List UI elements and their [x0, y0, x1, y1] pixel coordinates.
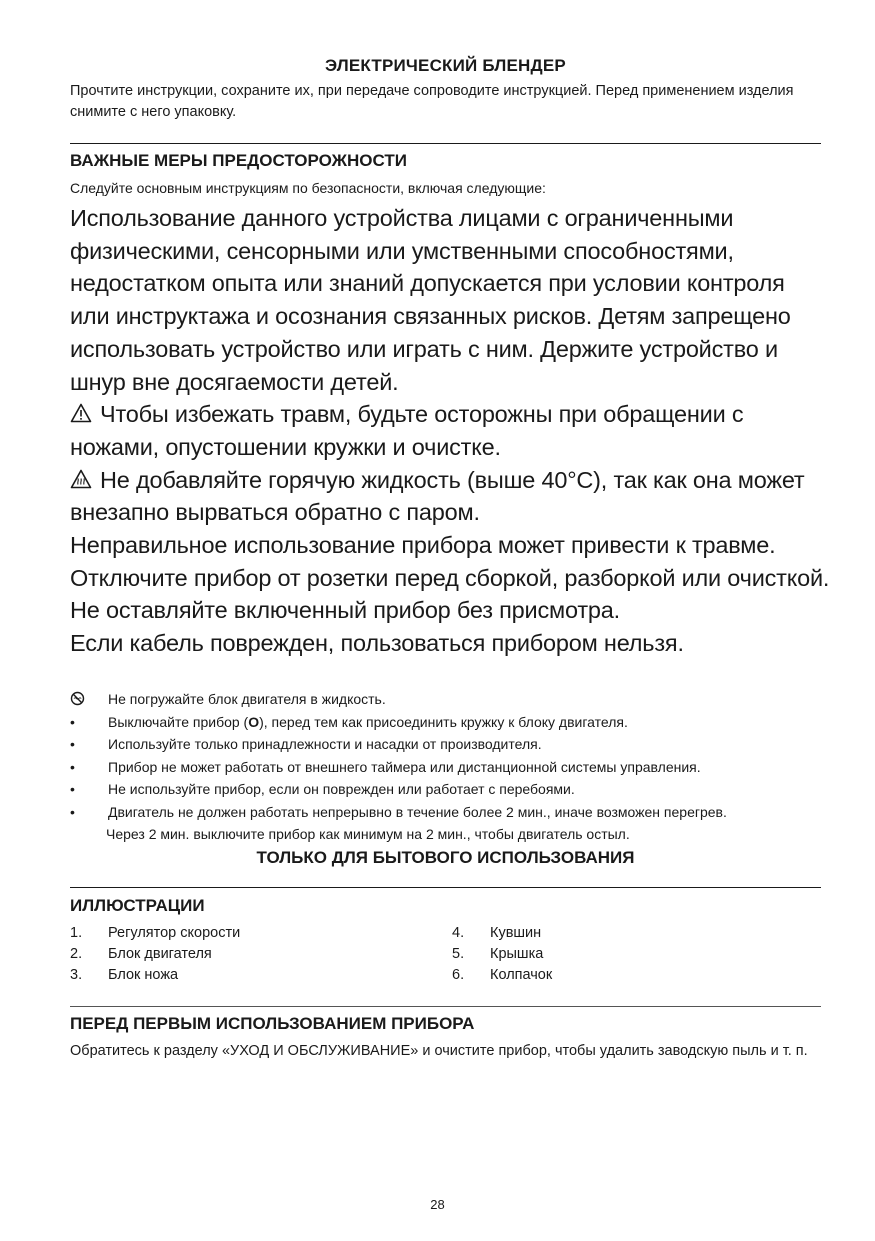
list-item-continuation [70, 824, 830, 844]
item-label: Кувшин [490, 925, 542, 941]
item-label: Крышка [490, 946, 544, 962]
bullet-mark: • [70, 781, 75, 797]
warning-text: Чтобы избежать травм, будьте осторожны при обращении с ножами, опустошении кружки и очистке. [70, 401, 744, 460]
item-label: Регулятор скорости [108, 925, 241, 941]
list-item [70, 802, 830, 825]
bullet-text: Используйте только принадлежности и насадки от производителя. [108, 736, 542, 752]
list-row [70, 925, 821, 946]
list-row [70, 946, 821, 967]
section-divider [70, 887, 821, 888]
illustrations-heading: ИЛЛЮСТРАЦИИ [70, 896, 205, 915]
safety-subheading: Следуйте основным инструкциям по безопасности, включая следующие: [70, 180, 546, 196]
warning-paragraph: Использование данного устройства лицами с ограниченными физическими, сенсорными или умственными способностями, недостатком опыта или знаний допускается при условии контроля или инструктажа и осознания связанных рисков. Детям запрещено использовать устройство или играть с ним. Держите устройство и шнур вне досягаемости детей. [70, 205, 791, 395]
item-number: 5. [452, 946, 465, 962]
bullet-mark: • [70, 736, 75, 752]
warning-paragraph: Неправильное использование прибора может привести к травме. [70, 532, 776, 559]
bullet-text-part: Выключайте прибор ( [108, 713, 249, 730]
warning-text: Не добавляйте горячую жидкость (выше 40°C), так как она может внезапно вырваться обратно с паром. [70, 466, 805, 526]
item-number: 1. [70, 925, 83, 941]
bullet-text: Прибор не может работать от внешнего таймера или дистанционной системы управления. [108, 758, 701, 775]
bullet-text: Через 2 мин. выключите прибор как минимум на 2 мин., чтобы двигатель остыл. [106, 826, 630, 842]
list-item [70, 689, 830, 712]
warning-paragraph [70, 398, 830, 463]
bullet-text-part: ), перед тем как присоединить кружку к блоку двигателя. [259, 713, 628, 730]
warning-triangle-icon [70, 399, 92, 419]
item-number: 6. [452, 967, 465, 983]
list-item [70, 757, 830, 780]
bullet-text: Не погружайте блок двигателя в жидкость. [108, 691, 386, 707]
warning-paragraph [70, 464, 830, 529]
safety-heading: ВАЖНЫЕ МЕРЫ ПРЕДОСТОРОЖНОСТИ [70, 151, 407, 170]
page-number: 28 [430, 1197, 445, 1212]
safety-warnings [70, 202, 830, 660]
section-divider [70, 143, 821, 144]
before-first-use-text: Обратитесь к разделу «УХОД И ОБСЛУЖИВАНИЕ» и очистите прибор, чтобы удалить заводскую пыль и т. п. [70, 1043, 808, 1059]
no-immersion-icon [70, 689, 90, 711]
bullet-text: Не используйте прибор, если он поврежден или работает с перебоями. [108, 781, 575, 797]
illustrations-list [70, 925, 821, 988]
hot-surface-warning-icon [70, 465, 92, 485]
before-first-use-heading: ПЕРЕД ПЕРВЫМ ИСПОЛЬЗОВАНИЕМ ПРИБОРА [70, 1014, 475, 1033]
item-label: Блок двигателя [108, 946, 212, 962]
document-title: ЭЛЕКТРИЧЕСКИЙ БЛЕНДЕР [325, 56, 566, 75]
item-number: 2. [70, 946, 83, 962]
bullet-mark: • [70, 803, 75, 820]
warning-paragraph: Отключите прибор от розетки перед сборкой, разборкой или очисткой. [70, 564, 830, 591]
bullet-text: Двигатель не должен работать непрерывно в течение более 2 мин., иначе возможен перегрев. [108, 803, 727, 820]
list-item [70, 712, 830, 735]
item-label: Блок ножа [108, 967, 179, 983]
safety-bullet-list [70, 689, 830, 844]
bullet-mark: • [70, 713, 75, 730]
household-use-notice: ТОЛЬКО ДЛЯ БЫТОВОГО ИСПОЛЬЗОВАНИЯ [256, 848, 635, 867]
item-label: Колпачок [490, 967, 553, 983]
off-symbol: O [248, 713, 260, 730]
warning-paragraph: Если кабель поврежден, пользоваться прибором нельзя. [70, 630, 684, 657]
section-divider [70, 1006, 821, 1007]
list-item [70, 734, 830, 757]
bullet-mark: • [70, 758, 75, 775]
intro-text: Прочтите инструкции, сохраните их, при передаче сопроводите инструкцией. Перед применением изделия снимите с него упаковку. [70, 83, 794, 120]
item-number: 3. [70, 967, 83, 983]
bullet-text [108, 712, 628, 732]
item-number: 4. [452, 925, 465, 941]
list-item [70, 779, 830, 802]
warning-paragraph: Не оставляйте включенный прибор без присмотра. [70, 597, 620, 624]
list-row [70, 967, 821, 988]
